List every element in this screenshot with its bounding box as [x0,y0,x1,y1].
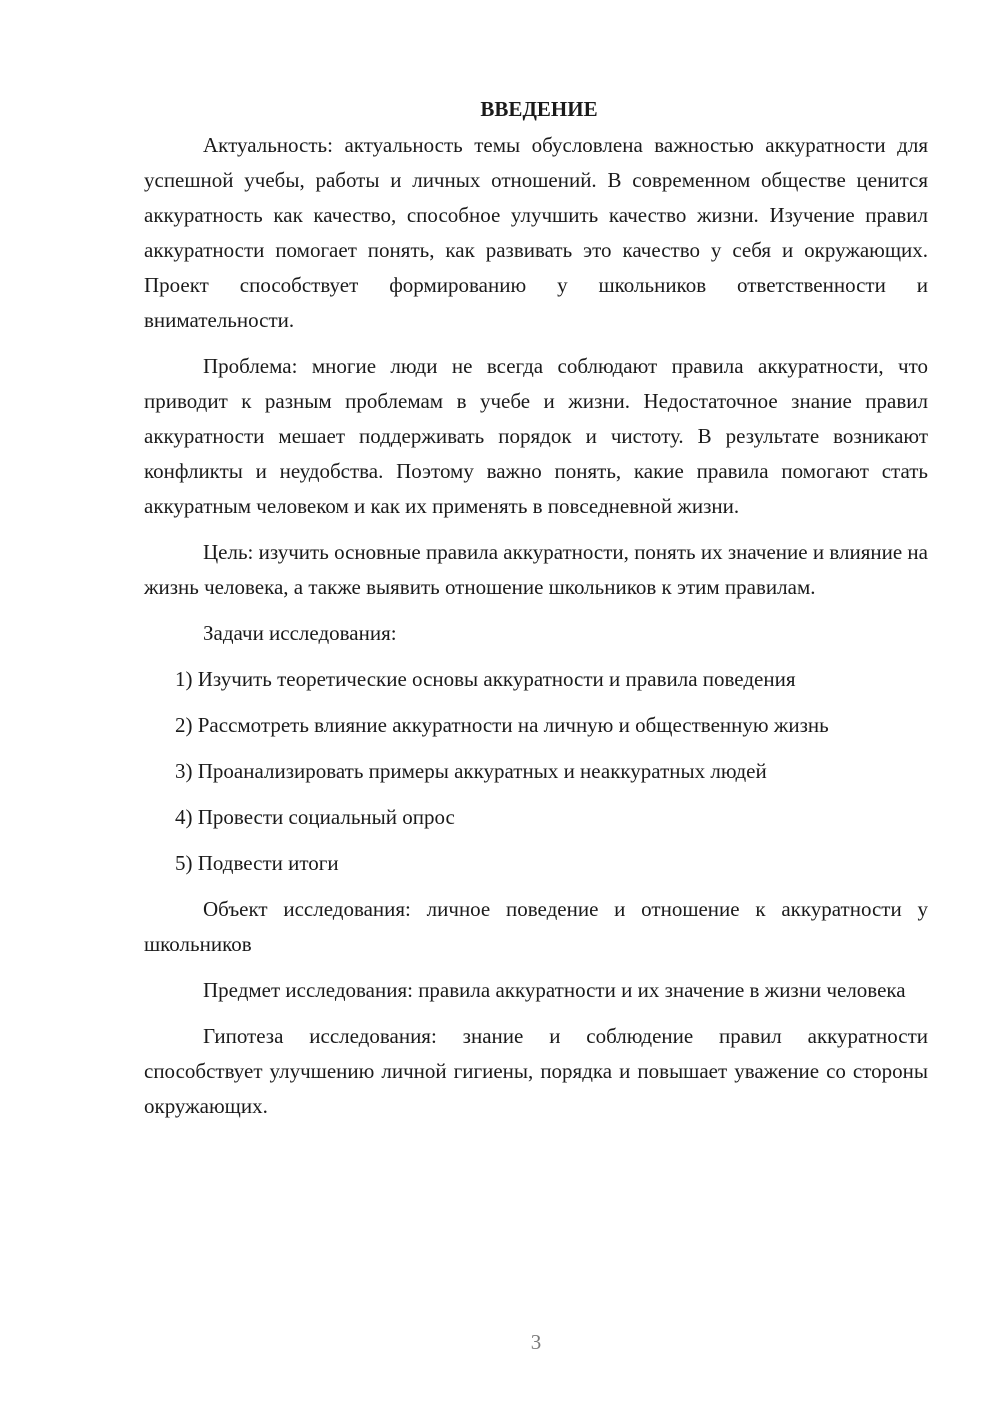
page-content [144,92,928,1124]
task-item-2: 2) Рассмотреть влияние аккуратности на личную и общественную жизнь [175,713,829,737]
problem-paragraph: Проблема: многие люди не всегда соблюдают правила аккуратности, что приводит к разным проблемам в учебе и жизни. Недостаточное знание правил аккуратности мешает поддерживать порядок и чистоту. В результате возникают конфликты и неудобства. Поэтому важно понять, какие правила помогают стать аккуратным человеком и как их применять в повседневной жизни. [144,354,928,518]
task-item-3: 3) Проанализировать примеры аккуратных и неаккуратных людей [175,759,767,783]
subject-paragraph: Предмет исследования: правила аккуратности и их значение в жизни человека [203,978,906,1002]
tasks-heading: Задачи исследования: [203,621,397,645]
hypothesis-paragraph: Гипотеза исследования: знание и соблюдение правил аккуратности способствует улучшению личной гигиены, порядка и повышает уважение со стороны окружающих. [144,1024,928,1118]
task-item-5: 5) Подвести итоги [175,851,339,875]
page-number: 3 [530,1330,542,1354]
task-item-4: 4) Провести социальный опрос [175,805,455,829]
section-title: ВВЕДЕНИЕ [480,97,598,121]
goal-paragraph: Цель: изучить основные правила аккуратности, понять их значение и влияние на жизнь человека, а также выявить отношение школьников к этим правилам. [144,540,928,599]
object-paragraph: Объект исследования: личное поведение и отношение к аккуратности у школьников [144,897,928,956]
relevance-paragraph: Актуальность: актуальность темы обусловлена важностью аккуратности для успешной учебы, работы и личных отношений. В современном обществе ценится аккуратность как качество, способное улучшить качество жизни. Изучение правил аккуратности помогает понять, как развивать это качество у себя и окружающих. Проект способствует формированию у школьников ответственности и внимательности. [144,133,928,332]
task-item-1: 1) Изучить теоретические основы аккуратности и правила поведения [175,667,796,691]
